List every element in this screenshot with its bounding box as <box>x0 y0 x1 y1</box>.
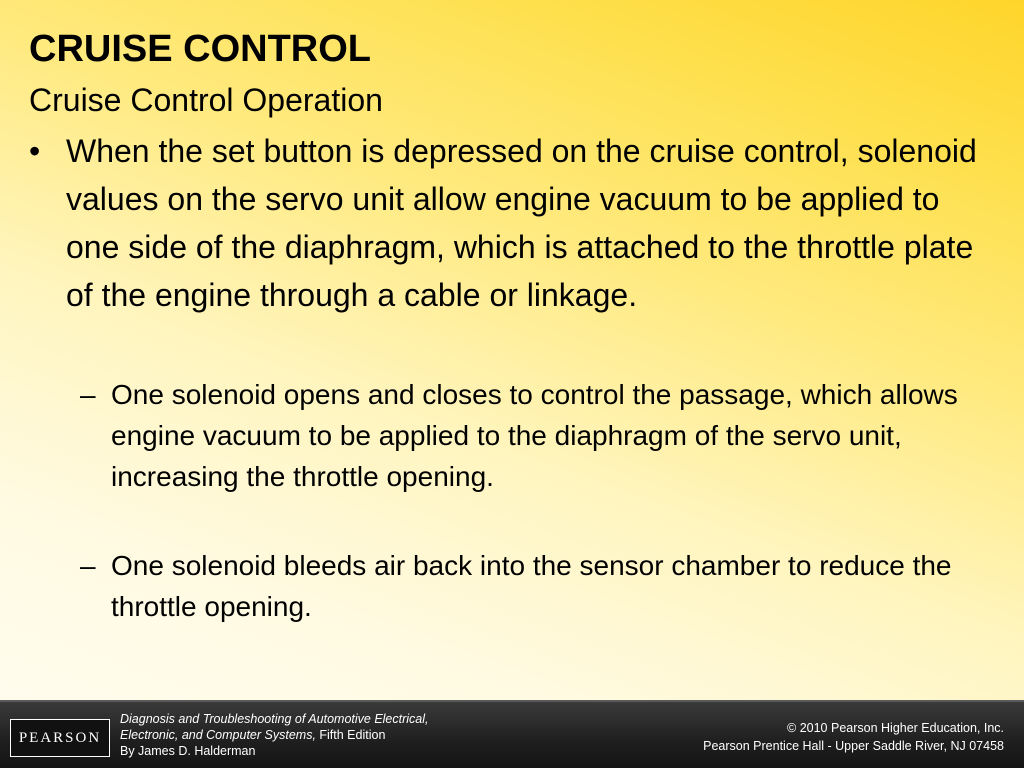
pearson-logo: PEARSON <box>10 719 110 757</box>
main-bullet <box>29 127 994 319</box>
book-edition: Fifth Edition <box>315 728 386 742</box>
sub-bullet-text: One solenoid opens and closes to control the passage, which allows engine vacuum to be applied to the diaphragm of the servo unit, increasing the throttle opening. <box>111 379 958 492</box>
sub-bullet-text: One solenoid bleeds air back into the sensor chamber to reduce the throttle opening. <box>111 550 952 622</box>
book-citation <box>120 711 500 759</box>
copyright-text: © 2010 Pearson Higher Education, Inc. <box>787 721 1004 735</box>
book-title-line2-row <box>120 727 500 743</box>
publisher-text: Pearson Prentice Hall - Upper Saddle River, NJ 07458 <box>703 739 1004 753</box>
slide-title: CRUISE CONTROL <box>29 28 371 70</box>
book-author: By James D. Halderman <box>120 744 256 758</box>
sub-bullet <box>80 545 980 627</box>
main-bullet-text: When the set button is depressed on the cruise control, solenoid values on the servo unit allow engine vacuum to be applied to one side of the diaphragm, which is attached to the throttle plate of the engine through a cable or linkage. <box>66 133 977 313</box>
book-title-line2: Electronic, and Computer Systems, <box>120 728 316 742</box>
book-title-line1: Diagnosis and Troubleshooting of Automotive Electrical, <box>120 712 429 726</box>
footer-bar <box>0 700 1024 768</box>
bullet-marker: • <box>29 133 41 169</box>
sub-bullet-marker: – <box>80 379 96 410</box>
copyright-block <box>703 719 1004 755</box>
slide-subtitle: Cruise Control Operation <box>29 82 383 118</box>
sub-bullet <box>80 374 980 497</box>
sub-bullet-marker: – <box>80 550 96 581</box>
